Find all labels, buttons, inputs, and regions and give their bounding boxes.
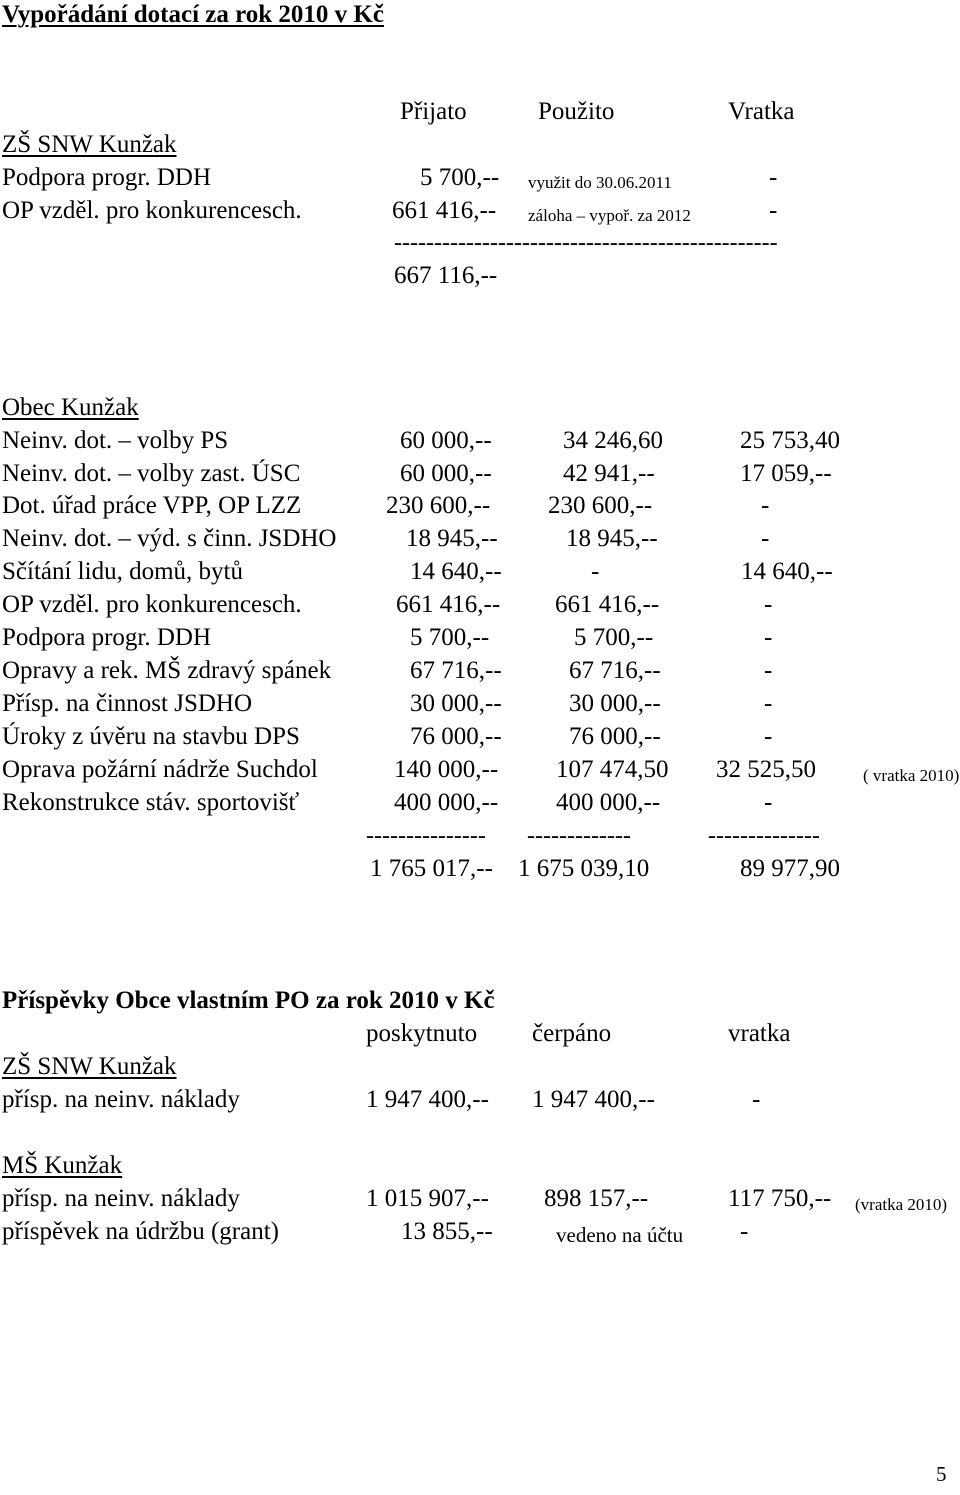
row-refund: - [764,789,773,816]
row-name: Úroky z úvěru na stavbu DPS [2,723,300,750]
row-refund: 17 059,-- [740,460,832,487]
header-provided: poskytnuto [366,1020,478,1047]
row-refund: - [740,1218,749,1245]
row-used: 400 000,-- [556,789,661,816]
separator: -------------- [708,823,820,849]
section3-title: Příspěvky Obce vlastním PO za rok 2010 v Kč [2,987,495,1014]
row-received: 5 700,-- [410,624,490,651]
row-name: příspěvek na údržbu (grant) [2,1218,279,1245]
row-refund: - [769,164,778,191]
row-received: 18 945,-- [406,525,498,552]
row-received: 230 600,-- [386,492,491,519]
row-used: 30 000,-- [569,690,661,717]
row-drawn: vedeno na účtu [556,1223,684,1247]
total-used: 1 675 039,10 [518,855,650,882]
row-refund: - [764,690,773,717]
row-received: 5 700,-- [420,164,500,191]
row-used: 76 000,-- [569,723,661,750]
row-used: 661 416,-- [555,591,660,618]
row-drawn: 898 157,-- [544,1185,649,1212]
row-received: 14 640,-- [410,558,502,585]
row-refund: 117 750,-- [728,1185,832,1212]
row-name: Neinv. dot. – výd. s činn. JSDHO [2,525,337,552]
row-name: OP vzděl. pro konkurencesch. [2,591,302,618]
row-received: 661 416,-- [396,591,501,618]
section1-title: Vypořádání dotací za rok 2010 v Kč [2,1,384,28]
row-refund: - [769,197,778,224]
row-name: Dot. úřad práce VPP, OP LZZ [2,492,302,519]
separator: ------------------------------------------------ [394,230,778,256]
row-name: přísp. na neinv. náklady [2,1086,240,1113]
row-name: Oprava požární nádrže Suchdol [2,756,318,783]
row-received: 60 000,-- [400,427,492,454]
row-received: 661 416,-- [392,197,497,224]
org-name: MŠ Kunžak [2,1152,123,1179]
header-refund: vratka [728,1020,791,1047]
row-provided: 13 855,-- [401,1218,493,1245]
row-provided: 1 015 907,-- [366,1185,489,1212]
row-received: 30 000,-- [410,690,502,717]
page-number: 5 [936,1462,947,1486]
total-received: 1 765 017,-- [370,855,493,882]
row-note: ( vratka 2010) [863,766,960,785]
row-name: Přísp. na činnost JSDHO [2,690,253,717]
row-provided: 1 947 400,-- [366,1086,489,1113]
row-used: 18 945,-- [566,525,658,552]
row-received: 140 000,-- [394,756,499,783]
row-received: 67 716,-- [410,657,502,684]
row-used: 5 700,-- [574,624,654,651]
row-refund: - [761,525,770,552]
row-name: Sčítání lidu, domů, bytů [2,558,243,585]
row-refund: - [761,492,770,519]
row-drawn: 1 947 400,-- [532,1086,655,1113]
separator: --------------- [366,823,486,849]
org-name: Obec Kunžak [2,394,139,421]
row-received: 60 000,-- [400,460,492,487]
row-name: Rekonstrukce stáv. sportovišť [2,789,300,816]
row-refund: - [764,723,773,750]
row-received: 76 000,-- [410,723,502,750]
separator: ------------- [527,823,631,849]
row-refund: 14 640,-- [741,558,833,585]
org-name: ZŠ SNW Kunžak [2,1053,177,1080]
row-refund: - [752,1086,761,1113]
total-refund: 89 977,90 [740,855,840,882]
row-refund: - [764,657,773,684]
header-used: Použito [538,98,615,125]
row-name: přísp. na neinv. náklady [2,1185,240,1212]
row-refund: 32 525,50 [716,756,816,783]
row-received: 400 000,-- [394,789,499,816]
row-used: 34 246,60 [563,427,663,454]
row-name: Opravy a rek. MŠ zdravý spánek [2,657,332,684]
row-refund: - [764,591,773,618]
row-note: (vratka 2010) [855,1195,948,1214]
row-note: využit do 30.06.2011 [528,173,672,192]
total: 667 116,-- [394,262,498,289]
row-name: OP vzděl. pro konkurencesch. [2,197,302,224]
header-drawn: čerpáno [532,1020,612,1047]
row-used: 107 474,50 [556,756,669,783]
org-name: ZŠ SNW Kunžak [2,131,177,158]
row-refund: 25 753,40 [740,427,840,454]
row-used: 42 941,-- [563,460,655,487]
row-used: 67 716,-- [569,657,661,684]
row-refund: - [764,624,773,651]
row-name: Neinv. dot. – volby zast. ÚSC [2,460,301,487]
row-name: Podpora progr. DDH [2,624,212,651]
row-used: - [591,558,600,585]
row-name: Podpora progr. DDH [2,164,212,191]
header-refund: Vratka [728,98,795,125]
row-note: záloha – vypoř. za 2012 [528,206,691,225]
row-name: Neinv. dot. – volby PS [2,427,229,454]
header-received: Přijato [400,98,467,125]
row-used: 230 600,-- [548,492,653,519]
